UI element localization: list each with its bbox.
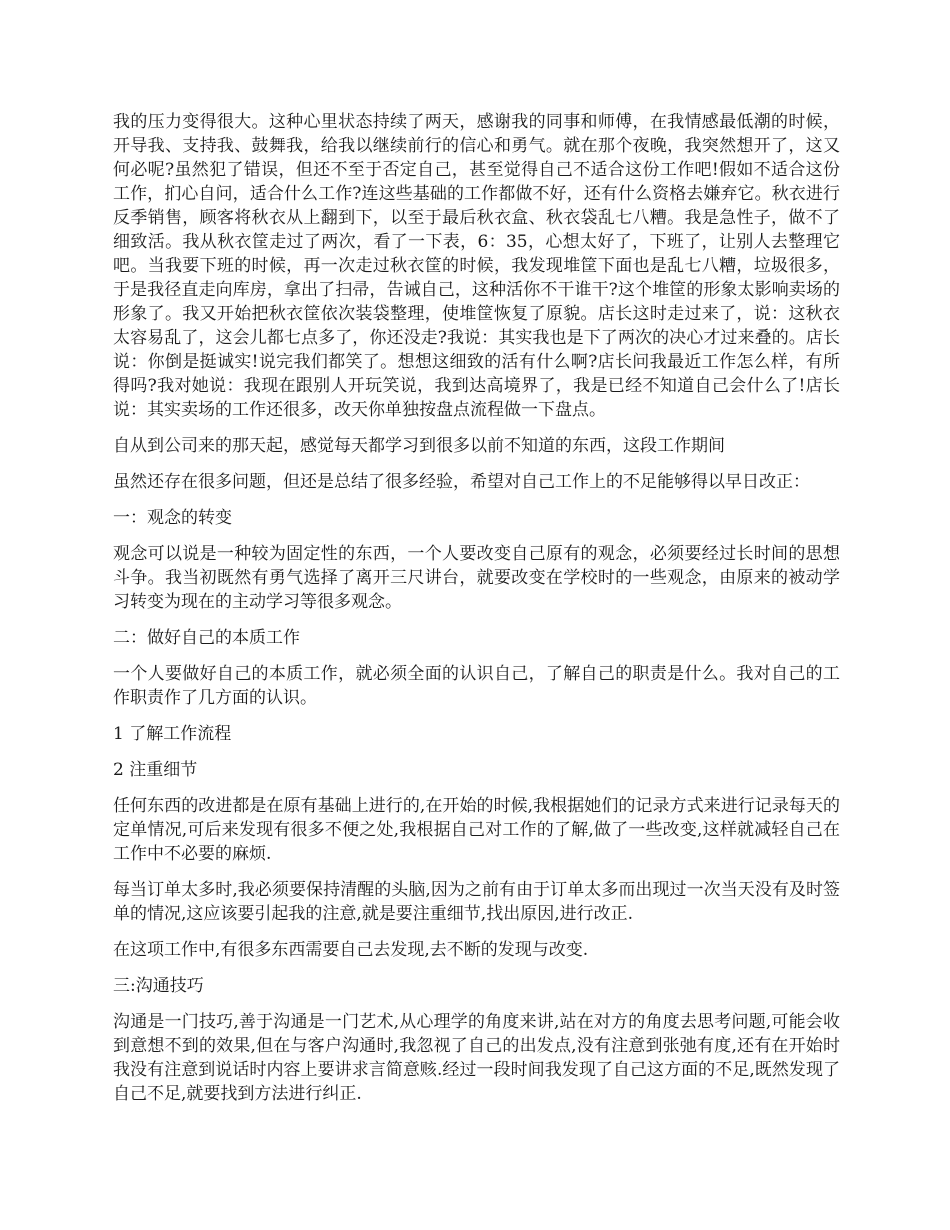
subheading-details: 2 注重细节 [113,760,198,780]
heading-mindset-change: 一：观念的转变 [113,508,232,528]
subheading-workflow: 1 了解工作流程 [113,724,232,744]
paragraph-orders: 每当订单太多时,我必须要保持清醒的头脑,因为之前有由于订单太多而出现过一次当天没有及时签单的情况,这应该要引起我的注意,就是要注重细节,找出原因,进行改正. [113,880,840,924]
paragraph-improvement: 任何东西的改进都是在原有基础上进行的,在开始的时候,我根据她们的记录方式来进行记录每天的定单情况,可后来发现有很多不便之处,我根据自己对工作的了解,做了一些改变,这样就减轻自己在工作中不必要的麻烦. [113,796,840,864]
paragraph-communication: 沟通是一门技巧,善于沟通是一门艺术,从心理学的角度来讲,站在对方的角度去思考问题,可能会收到意想不到的效果,但在与客户沟通时,我忽视了自己的出发点,没有注意到张弛有度,还有在开始时我没有注意到说话时内容上要讲求言简意赅.经过一段时间我发现了自己这方面的不足,既然发现了自己不足,就要找到方法进行纠正. [113,1012,840,1104]
heading-communication: 三:沟通技巧 [113,976,204,996]
paragraph-summary-intro: 虽然还存在很多问题，但还是总结了很多经验，希望对自己工作上的不足能够得以早日改正： [113,472,810,492]
document-page [113,110,840,1118]
heading-core-work: 二：做好自己的本质工作 [113,628,300,648]
paragraph-mindset: 观念可以说是一种较为固定性的东西，一个人要改变自己原有的观念，必须要经过长时间的思想斗争。我当初既然有勇气选择了离开三尺讲台，就要改变在学校时的一些观念，由原来的被动学习转变为现在的主动学习等很多观念。 [113,544,840,612]
paragraph-store-story: 我的压力变得很大。这种心里状态持续了两天，感谢我的同事和师傅，在我情感最低潮的时候，开导我、支持我、鼓舞我，给我以继续前行的信心和勇气。就在那个夜晚，我突然想开了，这又何必呢?虽然犯了错误，但还不至于否定自己，甚至觉得自己不适合这份工作吧!假如不适合这份工作，扪心自问，适合什么工作?连这些基础的工作都做不好，还有什么资格去嫌弃它。秋衣进行反季销售，顾客将秋衣从上翻到下，以至于最后秋衣盒、秋衣袋乱七八糟。我是急性子，做不了细致活。我从秋衣筐走过了两次，看了一下表，6：35，心想太好了，下班了，让别人去整理它吧。当我要下班的时候，再一次走过秋衣筐的时候，我发现堆筐下面也是乱七八糟，垃圾很多，于是我径直走向库房，拿出了扫帚，告诫自己，这种活你不干谁干?这个堆筐的形象太影响卖场的形象了。我又开始把秋衣筐依次装袋整理，使堆筐恢复了原貌。店长这时走过来了，说：这秋衣太容易乱了，这会儿都七点多了，你还没走?我说：其实我也是下了两次的决心才过来叠的。店长说：你倒是挺诚实!说完我们都笑了。想想这细致的活有什么啊?店长问我最近工作怎么样，有所得吗?我对她说：我现在跟别人开玩笑说，我到达高境界了，我是已经不知道自己会什么了!店长说：其实卖场的工作还很多，改天你单独按盘点流程做一下盘点。 [113,112,840,420]
paragraph-since-joining: 自从到公司来的那天起，感觉每天都学习到很多以前不知道的东西，这段工作期间 [113,436,725,456]
paragraph-core-work: 一个人要做好自己的本质工作，就必须全面的认识自己，了解自己的职责是什么。我对自己的工作职责作了几方面的认识。 [113,664,840,708]
paragraph-discovery: 在这项工作中,有很多东西需要自己去发现,去不断的发现与改变. [113,940,589,960]
